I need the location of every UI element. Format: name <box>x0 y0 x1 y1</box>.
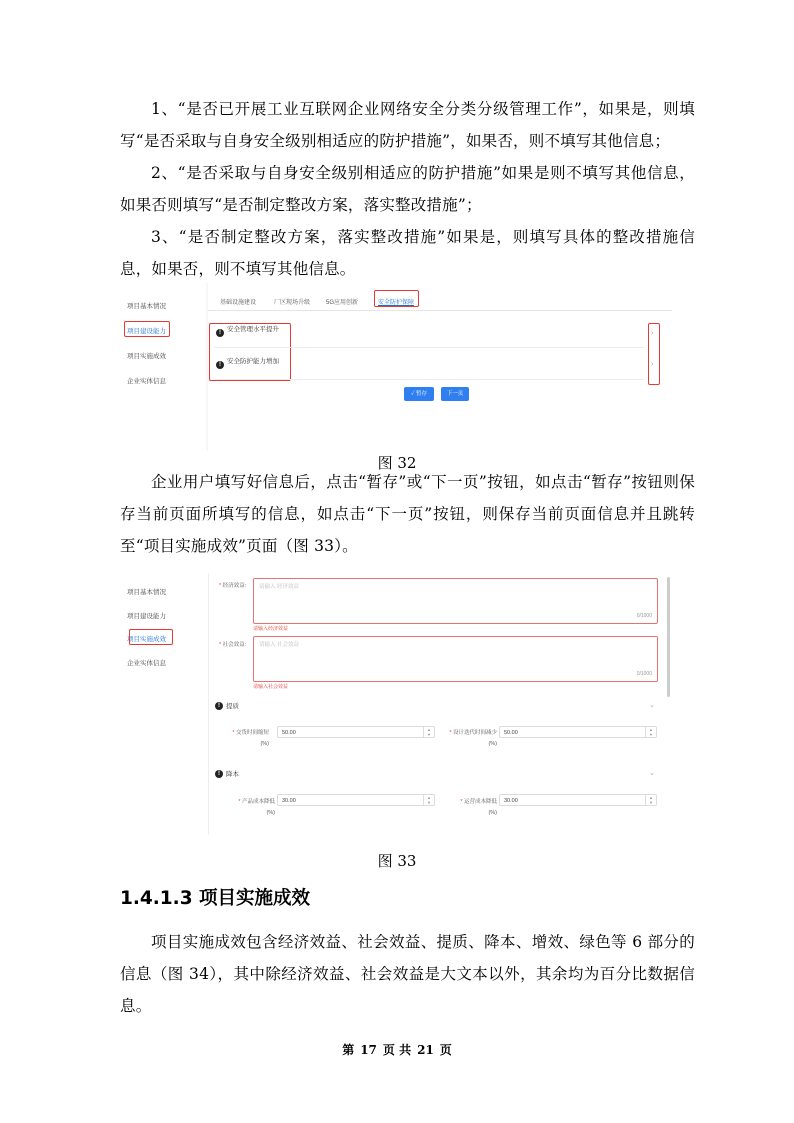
highlight-box <box>124 321 170 337</box>
design-iteration-input[interactable]: 50.00 ▲ ▼ <box>499 726 657 738</box>
tab-security[interactable]: 安全防护保障 <box>378 300 415 306</box>
char-counter: 0/1000 <box>636 613 652 619</box>
total-pages: 21 <box>417 1043 434 1057</box>
highlight-box <box>129 629 173 645</box>
sidebar-item-results[interactable]: 项目实施成效 <box>127 353 166 360</box>
stepper-icon[interactable]: ▲ ▼ <box>645 795 656 805</box>
tab-site-upgrade[interactable]: 厂区现场升级 <box>274 300 311 306</box>
economic-error: 请输入经济效益 <box>253 626 289 632</box>
section-cost[interactable]: ! 降本 <box>215 769 239 778</box>
chevron-right-icon[interactable]: › <box>651 330 654 337</box>
social-benefit-textarea[interactable] <box>253 636 658 682</box>
sidebar <box>120 283 206 451</box>
next-page-button[interactable]: 下一页 <box>441 387 469 401</box>
ops-cost-input[interactable]: 30.00 ▲ ▼ <box>499 794 657 806</box>
page-number: 17 <box>360 1043 377 1057</box>
sidebar-item-basic-info[interactable]: 项目基本情况 <box>127 303 166 310</box>
chevron-right-icon[interactable]: › <box>651 361 654 368</box>
highlight-box <box>374 290 419 307</box>
sidebar-item-construction[interactable]: 项目建设能力 <box>127 613 166 620</box>
row-label: 安全防护能力增加 <box>227 357 279 365</box>
social-placeholder: 请输入 社会效益 <box>259 642 300 648</box>
footer-suffix: 页 <box>439 1043 452 1057</box>
paragraph-5: 项目实施成效包含经济效益、社会效益、提质、降本、增效、绿色等 6 部分的信息（图 34），其中除经济效益、社会效益是大文本以外，其余均为百分比数据信息。 <box>120 933 695 1015</box>
intro-paragraphs <box>120 93 695 285</box>
main-panel <box>208 573 673 835</box>
tab-infrastructure[interactable]: 基础设施建设 <box>220 300 257 306</box>
sidebar-item-enterprise[interactable]: 企业实体信息 <box>127 378 166 385</box>
tab-5g[interactable]: 5G应用创新 <box>326 300 359 306</box>
page-footer <box>0 1041 794 1058</box>
stepper-icon[interactable]: ▲ ▼ <box>423 795 434 805</box>
middle-paragraph <box>120 466 695 562</box>
economic-label: * 经济效益: <box>219 583 247 589</box>
save-button[interactable]: ✓ 暂存 <box>404 387 434 401</box>
row-label: 安全管理水平提升 <box>227 325 279 333</box>
figure-32-screenshot <box>120 283 672 451</box>
paragraph-4: 企业用户填写好信息后，点击“暂存”或“下一页”按钮，如点击“暂存”按钮则保存当前页面所填写的信息，如点击“下一页”按钮，则保存当前页面信息并且跳转至“项目实施成效”页面（图 33）。 <box>120 473 695 555</box>
product-cost-input[interactable]: 30.00 ▲ ▼ <box>277 794 435 806</box>
delivery-time-input[interactable]: 50.00 ▲ ▼ <box>277 726 435 738</box>
ops-cost-label: * 运营成本降低 (%) <box>460 799 497 816</box>
info-icon: ! <box>216 361 224 369</box>
sidebar <box>120 573 206 835</box>
info-icon: ! <box>215 770 223 778</box>
figure-33-caption: 图 33 <box>377 852 417 870</box>
stepper-icon[interactable]: ▲ ▼ <box>645 727 656 737</box>
collapse-row[interactable] <box>214 351 644 380</box>
bottom-paragraph <box>120 926 695 1022</box>
char-counter: 0/1000 <box>636 671 652 677</box>
chevron-down-icon[interactable]: ⌄ <box>649 702 655 709</box>
section-quality[interactable]: ! 提质 <box>215 701 239 710</box>
paragraph-2: 2、“是否采取与自身安全级别相适应的防护措施”如果是则不填写其他信息，如果否则填写“是否制定整改方案，落实整改措施”； <box>120 164 695 214</box>
design-label: * 设计迭代时间减少 (%) <box>449 730 497 747</box>
paragraph-3: 3、“是否制定整改方案，落实整改措施”如果是，则填写具体的整改措施信息，如果否，则不填写其他信息。 <box>120 228 695 278</box>
main-panel <box>208 283 672 451</box>
chevron-down-icon[interactable]: ⌄ <box>649 770 655 777</box>
info-icon: ! <box>215 702 223 710</box>
sidebar-item-basic-info[interactable]: 项目基本情况 <box>127 589 166 596</box>
product-cost-label: * 产品成本降低 (%) <box>238 799 275 816</box>
footer-prefix: 第 <box>342 1043 355 1057</box>
info-icon: ! <box>216 329 224 337</box>
delivery-label: * 交货时间缩短 (%) <box>232 730 269 747</box>
social-error: 请输入社会效益 <box>253 684 289 690</box>
economic-benefit-textarea[interactable] <box>253 578 658 624</box>
section-heading: 1.4.1.3 项目实施成效 <box>120 888 311 909</box>
paragraph-1: 1、“是否已开展工业互联网企业网络安全分类分级管理工作”，如果是，则填写“是否采取与自身安全级别相适应的防护措施”，如果否，则不填写其他信息； <box>120 100 695 150</box>
collapse-row[interactable] <box>214 319 644 348</box>
economic-placeholder: 请输入 经济效益 <box>259 584 300 590</box>
sidebar-item-enterprise[interactable]: 企业实体信息 <box>127 660 166 667</box>
footer-mid: 页 共 <box>382 1043 412 1057</box>
stepper-icon[interactable]: ▲ ▼ <box>423 727 434 737</box>
sidebar-item-construction[interactable]: 项目建设能力 <box>127 328 166 335</box>
sidebar-item-results[interactable]: 项目实施成效 <box>127 636 166 643</box>
social-label: * 社会效益: <box>219 642 247 648</box>
figure-32-caption: 图 32 <box>377 454 417 472</box>
figure-33-screenshot <box>120 573 672 835</box>
scrollbar[interactable] <box>667 577 670 697</box>
highlight-box <box>648 323 660 385</box>
